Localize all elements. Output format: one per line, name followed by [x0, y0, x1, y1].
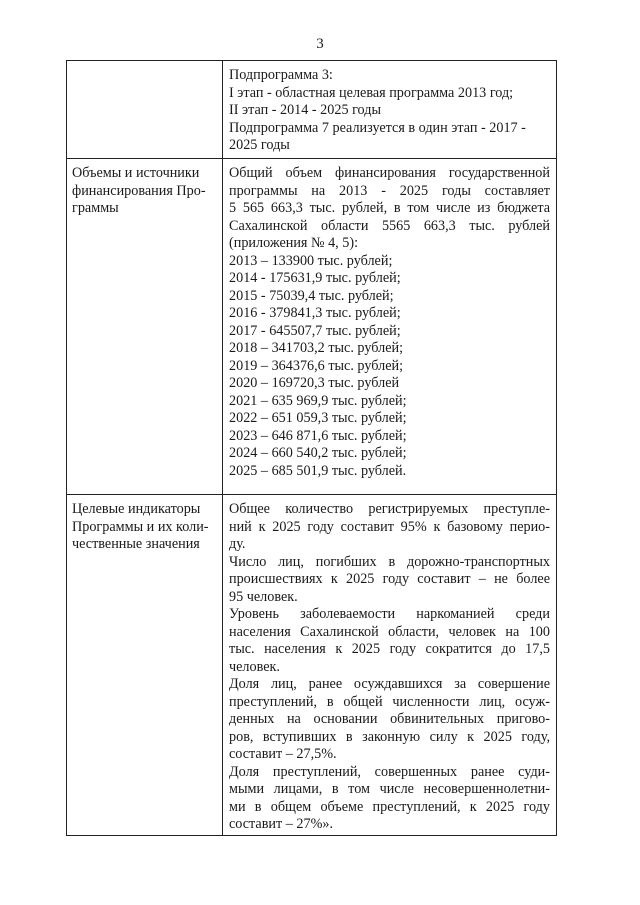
year-amount: 2015 - 75039,4 тыс. рублей; — [229, 287, 394, 304]
indicator-paragraph — [229, 606, 550, 676]
text-line: мыми лицами, в том числе несовершеннолетни- — [229, 781, 550, 797]
indicator-paragraph — [229, 676, 550, 764]
program-passport-table — [66, 60, 557, 836]
indicators-cell — [223, 495, 557, 835]
label-line: Программы и их коли- — [72, 518, 209, 535]
text-line: населения Сахалинской области, человек на 100 — [229, 623, 550, 640]
subprogram-stages-cell — [223, 61, 557, 158]
text-line: Общее количество регистрируемых преступле- — [229, 501, 550, 517]
label-line: Целевые индикаторы — [72, 501, 201, 517]
text-line: Уровень заболеваемости наркоманией среди — [229, 606, 550, 622]
label-line: чественные значения — [72, 536, 200, 552]
text-line: преступлений, в общей численности лиц, осуж- — [229, 693, 550, 710]
year-amount: 2023 – 646 871,6 тыс. рублей; — [229, 427, 407, 444]
text-line: Доля лиц, ранее осуждавшихся за совершение — [229, 676, 550, 692]
text-line: денных на основании обвинительных пригово- — [229, 711, 550, 727]
text-line: 95 человек. — [229, 588, 298, 605]
text-line: Сахалинской области 5565 663,3 тыс. рублей — [229, 217, 550, 234]
label-line: граммы — [72, 200, 119, 216]
page-number: 3 — [316, 36, 324, 52]
year-amount: 2025 – 685 501,9 тыс. рублей. — [229, 462, 407, 479]
text-line: Подпрограмма 7 реализуется в один этап - 2017 - — [229, 119, 526, 136]
year-amount: 2013 – 133900 тыс. рублей; — [229, 252, 393, 269]
year-amount: 2018 – 341703,2 тыс. рублей; — [229, 340, 404, 356]
text-line: Доля преступлений, совершенных ранее суди- — [229, 763, 550, 780]
text-line: Число лиц, погибших в дорожно-транспортных — [229, 553, 550, 570]
year-amount: 2019 – 364376,6 тыс. рублей; — [229, 357, 404, 374]
row-label-empty — [67, 61, 223, 158]
label-line: Объемы и источники — [72, 165, 200, 181]
year-amount: 2020 – 169720,3 тыс. рублей — [229, 375, 400, 391]
text-line: ду. — [229, 536, 246, 552]
table-row-indicators — [67, 495, 557, 836]
text-line: Общий объем финансирования государственной — [229, 165, 550, 181]
year-amount: 2024 – 660 540,2 тыс. рублей; — [229, 445, 407, 461]
text-line: составит – 27%». — [229, 816, 334, 832]
text-line: человек. — [229, 658, 280, 675]
text-line: тыс. населения к 2025 году сократится до 17,5 — [229, 641, 550, 657]
year-amount: 2017 - 645507,7 тыс. рублей; — [229, 322, 401, 339]
label-line: финансирования Про- — [72, 182, 206, 199]
text-line: составит – 27,5%. — [229, 746, 337, 762]
text-line: 5 565 663,3 тыс. рублей, в том числе из бюджета — [229, 200, 550, 216]
text-line: ров, вступивших в законную силу к 2025 году, — [229, 728, 550, 745]
table-row-funding — [67, 159, 557, 495]
row-label-funding — [67, 159, 223, 494]
table-row-subprogram-stages — [67, 61, 557, 159]
row-label-indicators — [67, 495, 223, 835]
indicator-paragraph — [229, 501, 550, 554]
funding-cell — [223, 159, 557, 494]
text-line: программы на 2013 - 2025 годы составляет — [229, 182, 550, 199]
year-amount: 2014 - 175631,9 тыс. рублей; — [229, 270, 401, 286]
text-line: ми в общем объеме преступлений, к 2025 году — [229, 798, 550, 815]
text-line: I этап - областная целевая программа 2013 год; — [229, 84, 514, 101]
text-line: Подпрограмма 3: — [229, 67, 333, 83]
indicator-paragraph — [229, 554, 550, 607]
text-line: 2025 годы — [229, 137, 290, 153]
text-line: ний к 2025 году составит 95% к базовому перио- — [229, 518, 550, 535]
text-line: (приложения № 4, 5): — [229, 235, 359, 251]
text-line: происшествиях к 2025 году составит – не более — [229, 571, 550, 587]
indicator-paragraph — [229, 764, 550, 834]
year-amount: 2021 – 635 969,9 тыс. рублей; — [229, 392, 407, 409]
year-amount: 2016 - 379841,3 тыс. рублей; — [229, 305, 401, 321]
year-amount: 2022 – 651 059,3 тыс. рублей; — [229, 410, 407, 426]
text-line: II этап - 2014 - 2025 годы — [229, 102, 381, 118]
